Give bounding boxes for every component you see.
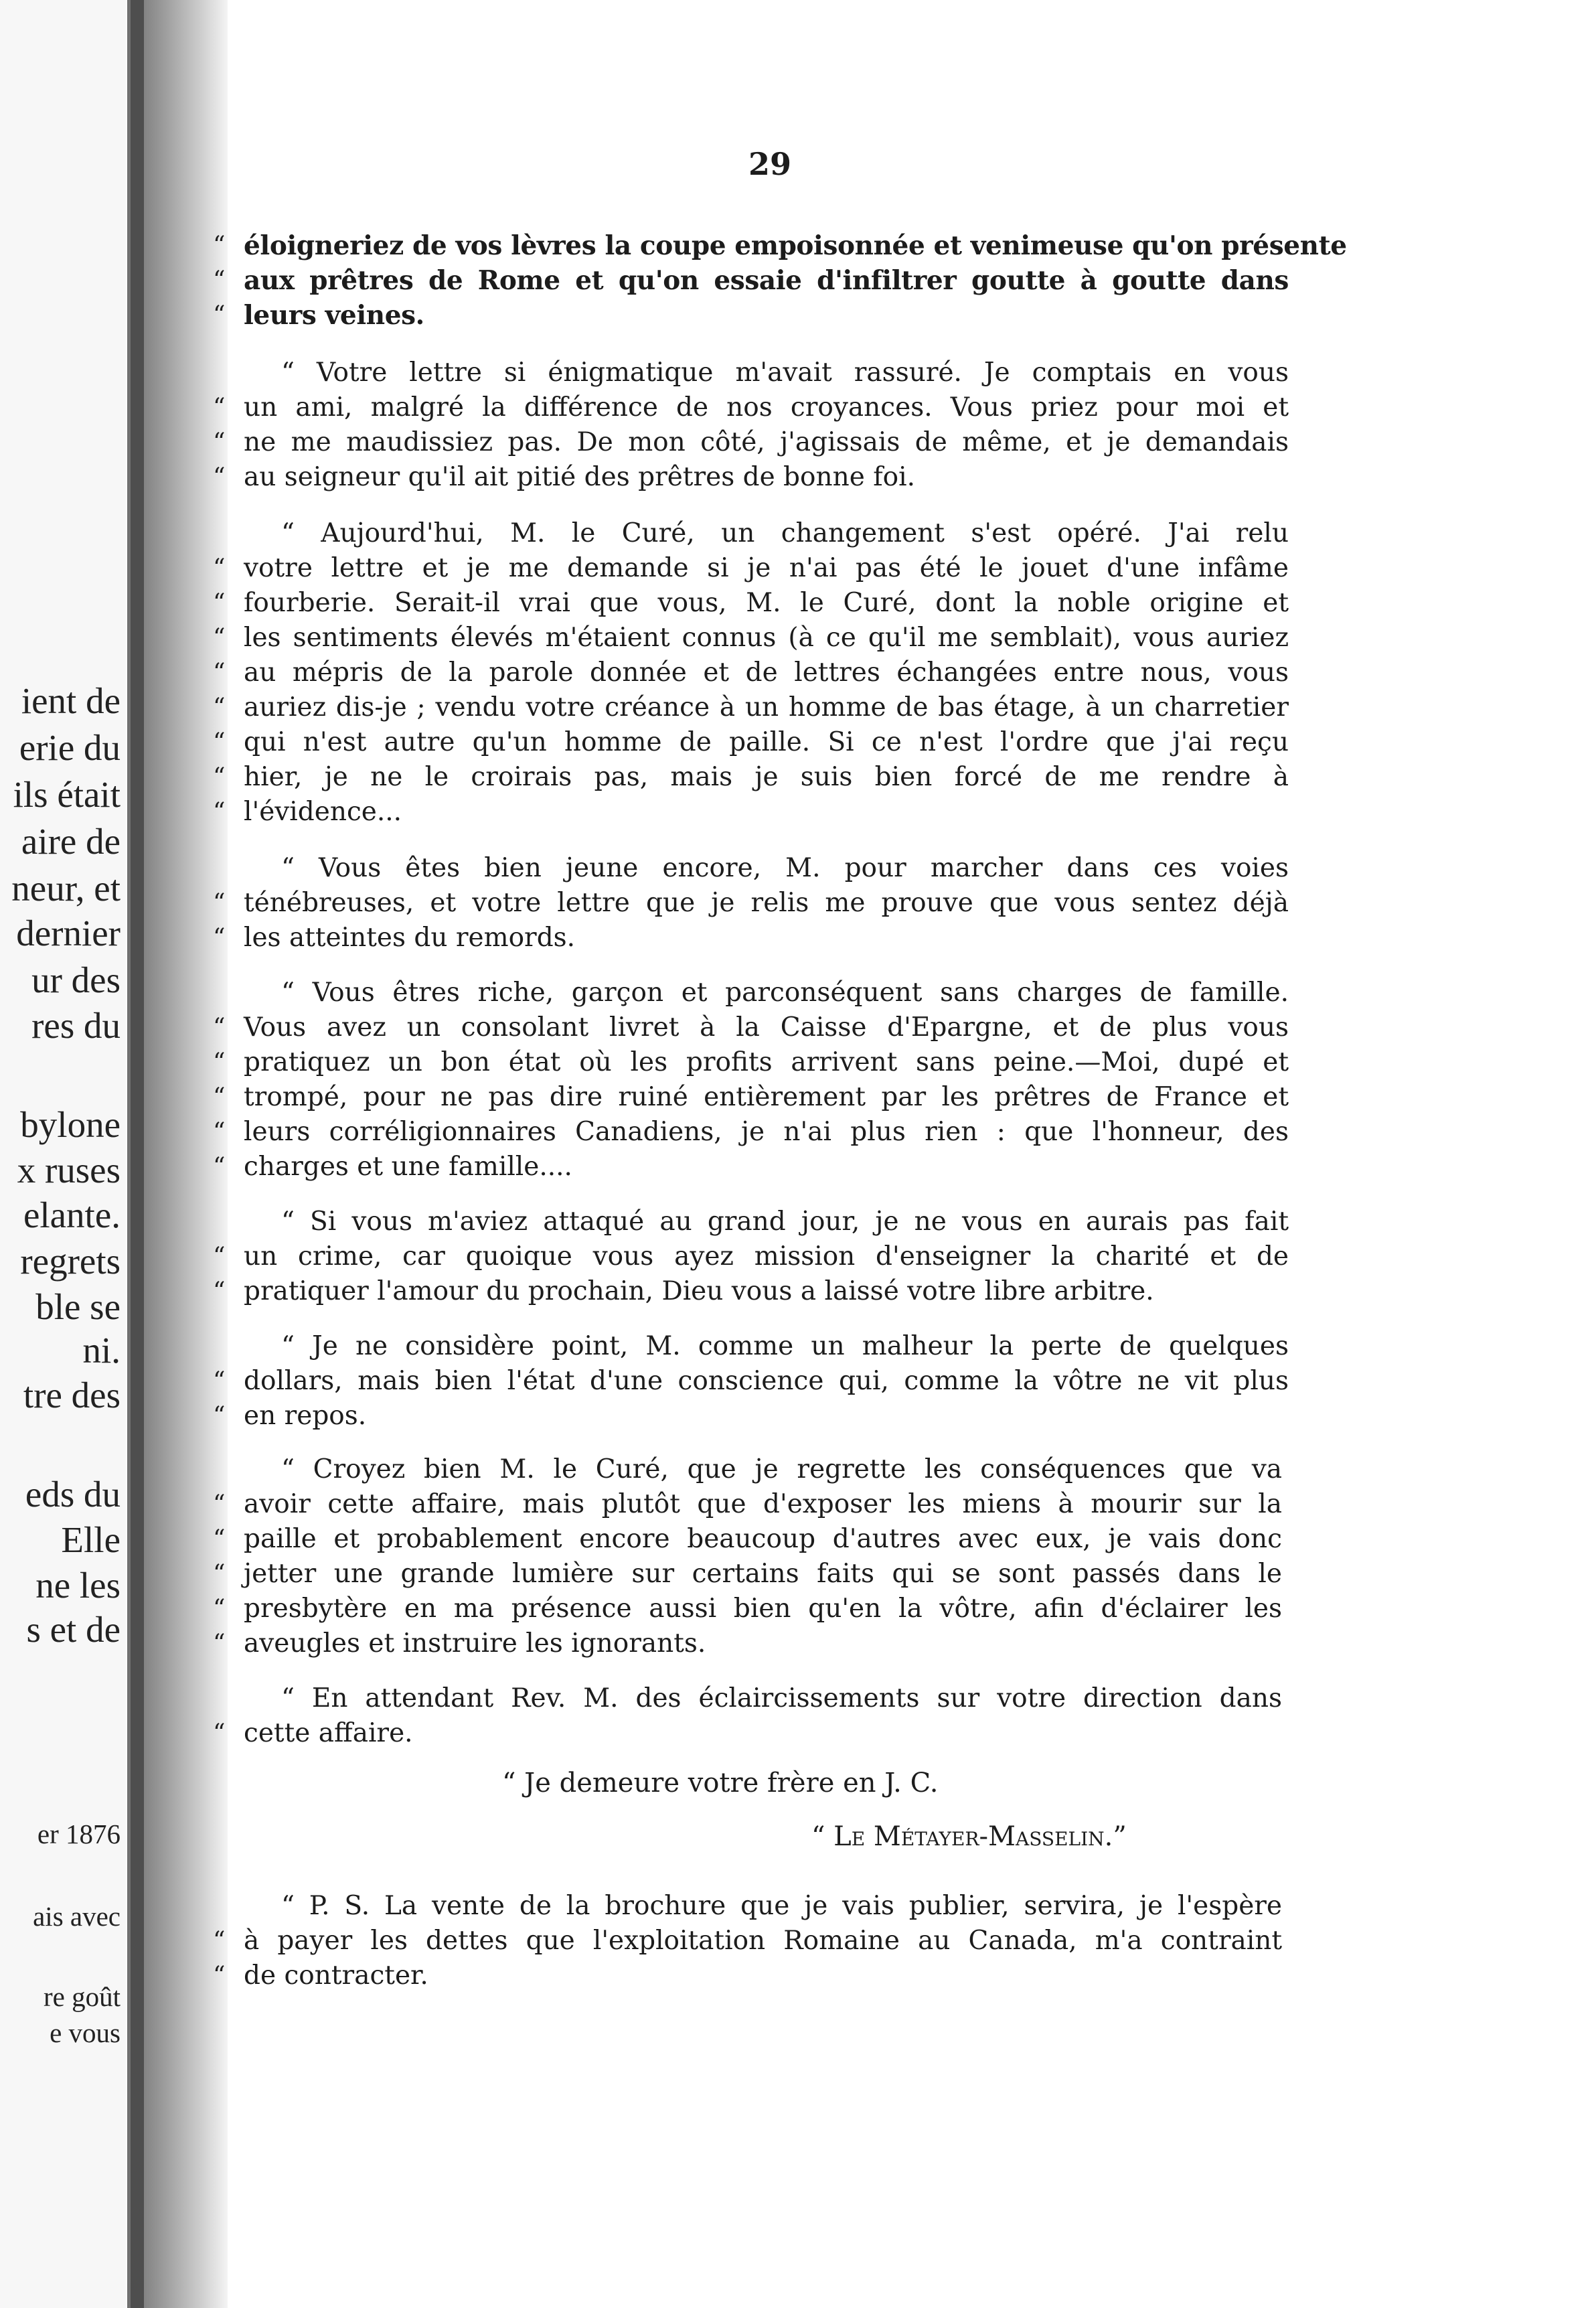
- text-line: [201, 228, 1347, 264]
- text-line: [201, 850, 1289, 887]
- text-line: [201, 1239, 1289, 1275]
- text-line: [201, 1079, 1289, 1115]
- line-text: un crime, car quoique vous ayez mission d'enseigner la charité et de: [244, 1241, 1289, 1272]
- line-text: “ Vous êtres riche, garçon et parconséquent sans charges de famille.: [281, 978, 1289, 1008]
- quote-mark: “: [213, 554, 226, 582]
- quote-mark: “: [213, 1719, 226, 1747]
- facing-page-text: ient de: [21, 680, 121, 721]
- line-text: leurs veines.: [244, 300, 424, 331]
- text-line: [201, 459, 1289, 495]
- quote-mark: “: [213, 429, 226, 456]
- line-text: Vous avez un consolant livret à la Caisse d'Epargne, et de plus vous: [244, 1012, 1289, 1043]
- facing-page-text: ils était: [13, 774, 121, 815]
- line-text: éloigneriez de vos lèvres la coupe empoisonnée et venimeuse qu'on présente: [244, 230, 1347, 261]
- line-text: votre lettre et je me demande si je n'ai pas été le jouet d'une infâme: [244, 553, 1289, 583]
- quote-mark: “: [213, 1049, 226, 1076]
- line-text: paille et probablement encore beaucoup d'autres avec eux, je vais donc: [244, 1524, 1282, 1554]
- facing-page-text: Elle: [61, 1519, 121, 1560]
- line-text: aveugles et instruire les ignorants.: [244, 1628, 706, 1659]
- quote-mark: “: [213, 694, 226, 721]
- facing-page-text: s et de: [26, 1609, 121, 1650]
- text-line: [201, 1958, 1289, 1994]
- line-text: un ami, malgré la différence de nos croyances. Vous priez pour moi et: [244, 392, 1289, 422]
- text-line: [201, 690, 1289, 726]
- quote-mark: “: [213, 1153, 226, 1180]
- quote-mark: “: [213, 463, 226, 491]
- quote-mark: “: [213, 1278, 226, 1305]
- facing-page-text: elante.: [23, 1195, 121, 1235]
- facing-page-text: ur des: [31, 959, 121, 1000]
- text-line: [201, 425, 1289, 461]
- quote-mark: “: [213, 1014, 226, 1041]
- text-line: [201, 920, 1289, 956]
- text-line: [201, 262, 1289, 299]
- text-line: [201, 885, 1289, 921]
- line-text: “ Vous êtes bien jeune encore, M. pour marcher dans ces voies: [281, 853, 1289, 883]
- text-line: [201, 297, 1289, 333]
- line-text: pratiquer l'amour du prochain, Dieu vous a laissé votre libre arbitre.: [244, 1276, 1154, 1306]
- text-line: [201, 550, 1289, 587]
- text-line: [201, 975, 1289, 1011]
- quote-mark: “: [213, 889, 226, 917]
- line-text: “ P. S. La vente de la brochure que je vais publier, servira, je l'espère: [281, 1891, 1282, 1921]
- facing-page-text: regrets: [20, 1241, 121, 1282]
- quote-mark: “: [213, 1927, 226, 1954]
- quote-mark: “: [213, 924, 226, 951]
- text-line: [201, 1591, 1282, 1627]
- text-line: [201, 1045, 1289, 1081]
- text-line: [201, 1521, 1282, 1557]
- facing-page-text: res du: [31, 1005, 121, 1046]
- facing-page-text: ni.: [82, 1330, 121, 1371]
- line-text: au mépris de la parole donnée et de lettres échangées entre nous, vous: [244, 658, 1289, 688]
- facing-page-text: tre des: [23, 1375, 121, 1415]
- text-line: [201, 1715, 1289, 1752]
- text-line: [201, 1274, 1289, 1310]
- quote-mark: “: [213, 1560, 226, 1588]
- text-line: [201, 1452, 1282, 1488]
- text-line: [201, 1010, 1289, 1046]
- quote-mark: “: [213, 301, 226, 329]
- text-line: [201, 1204, 1289, 1240]
- line-text: l'évidence...: [244, 797, 402, 827]
- line-text: aux prêtres de Rome et qu'on essaie d'infiltrer goutte à goutte dans: [244, 265, 1289, 296]
- facing-page-text: er 1876: [37, 1819, 121, 1849]
- text-line: [201, 355, 1289, 391]
- text-line: [201, 759, 1289, 795]
- quote-mark: “: [213, 232, 226, 259]
- text-line: [201, 655, 1289, 691]
- facing-page-text: aire de: [21, 821, 121, 862]
- line-text: de contracter.: [244, 1960, 428, 1991]
- quote-mark: “: [213, 589, 226, 617]
- line-text: les atteintes du remords.: [244, 923, 576, 953]
- quote-mark: “: [213, 394, 226, 421]
- quote-mark: “: [213, 659, 226, 686]
- closing-line: “ Je demeure votre frère en J. C.: [502, 1768, 939, 1798]
- text-line: [201, 1888, 1282, 1924]
- line-text: charges et une famille....: [244, 1152, 572, 1182]
- line-text: “ Croyez bien M. le Curé, que je regrette les conséquences que va: [281, 1454, 1282, 1484]
- line-text: auriez dis-je ; vendu votre créance à un homme de bas étage, à un charretier: [244, 692, 1289, 722]
- page: [201, 0, 1540, 2308]
- quote-mark: “: [213, 798, 226, 826]
- quote-mark: “: [213, 728, 226, 756]
- quote-mark: “: [213, 1630, 226, 1657]
- text-line: [201, 1486, 1282, 1523]
- line-text: qui n'est autre qu'un homme de paille. Si ce n'est l'ordre que j'ai reçu: [244, 727, 1289, 757]
- line-text: dollars, mais bien l'état d'une conscience qui, comme la vôtre ne vit plus: [244, 1366, 1289, 1396]
- line-text: à payer les dettes que l'exploitation Romaine au Canada, m'a contraint: [244, 1926, 1282, 1956]
- quote-mark: “: [213, 1525, 226, 1553]
- quote-mark: “: [213, 266, 226, 294]
- facing-page-text: bylone: [20, 1104, 121, 1145]
- quote-mark: “: [213, 1367, 226, 1395]
- line-text: “ En attendant Rev. M. des éclaircissements sur votre direction dans: [281, 1683, 1282, 1713]
- quote-mark: “: [213, 1490, 226, 1518]
- facing-page-text: re goût: [44, 1981, 121, 2012]
- facing-page-text: ble se: [35, 1286, 121, 1327]
- line-text: presbytère en ma présence aussi bien qu'en la vôtre, afin d'éclairer les: [244, 1594, 1282, 1624]
- facing-page-text: ais avec: [33, 1901, 121, 1932]
- quote-mark: “: [213, 1962, 226, 1989]
- quote-mark: “: [213, 1595, 226, 1622]
- facing-page-text: neur, et: [11, 868, 121, 909]
- line-text: ténébreuses, et votre lettre que je relis me prouve que vous sentez déjà: [244, 888, 1289, 918]
- text-line: [201, 1923, 1282, 1959]
- line-text: en repos.: [244, 1401, 367, 1431]
- facing-page-text: dernier: [16, 913, 121, 953]
- text-line: [201, 390, 1289, 426]
- text-line: [201, 1681, 1282, 1717]
- facing-page-text: x ruses: [17, 1150, 121, 1190]
- line-text: cette affaire.: [244, 1718, 413, 1748]
- line-text: avoir cette affaire, mais plutôt que d'exposer les miens à mourir sur la: [244, 1489, 1282, 1519]
- signature: “ Le Métayer-Masselin.”: [811, 1821, 1127, 1852]
- quote-mark: “: [213, 1243, 226, 1270]
- binding-edge: [131, 0, 144, 2308]
- quote-mark: “: [213, 624, 226, 651]
- line-text: ne me maudissiez pas. De mon côté, j'agissais de même, et je demandais: [244, 427, 1289, 457]
- line-text: les sentiments élevés m'étaient connus (à ce qu'il me semblait), vous auriez: [244, 623, 1289, 653]
- line-text: leurs corréligionnaires Canadiens, je n'ai plus rien : que l'honneur, des: [244, 1117, 1289, 1147]
- facing-page-text: e vous: [50, 2017, 121, 2048]
- line-text: “ Si vous m'aviez attaqué au grand jour, je ne vous en aurais pas fait: [281, 1207, 1289, 1237]
- page-number: 29: [748, 146, 792, 182]
- line-text: au seigneur qu'il ait pitié des prêtres de bonne foi.: [244, 462, 915, 492]
- text-line: [201, 1626, 1289, 1662]
- line-text: pratiquez un bon état où les profits arrivent sans peine.—Moi, dupé et: [244, 1047, 1289, 1077]
- line-text: fourberie. Serait-il vrai que vous, M. le Curé, dont la noble origine et: [244, 588, 1289, 618]
- text-line: [201, 516, 1289, 552]
- text-line: [201, 1556, 1282, 1592]
- quote-mark: “: [213, 1118, 226, 1146]
- text-line: [201, 724, 1289, 761]
- text-line: [201, 1149, 1289, 1185]
- text-line: [201, 794, 1289, 830]
- line-text: jetter une grande lumière sur certains faits qui se sont passés dans le: [244, 1559, 1282, 1589]
- line-text: “ Votre lettre si énigmatique m'avait rassuré. Je comptais en vous: [281, 358, 1289, 388]
- line-text: hier, je ne le croirais pas, mais je suis bien forcé de me rendre à: [244, 762, 1289, 792]
- facing-page-fragment: [0, 0, 126, 2308]
- line-text: “ Je ne considère point, M. comme un malheur la perte de quelques: [281, 1331, 1289, 1361]
- text-line: [201, 1328, 1289, 1365]
- facing-page-text: erie du: [19, 727, 121, 768]
- facing-page-text: eds du: [25, 1474, 121, 1515]
- text-line: [201, 1363, 1289, 1399]
- quote-mark: “: [213, 763, 226, 791]
- line-text: trompé, pour ne pas dire ruiné entièrement par les prêtres de France et: [244, 1082, 1289, 1112]
- text-line: [201, 1114, 1289, 1150]
- line-text: “ Aujourd'hui, M. le Curé, un changement s'est opéré. J'ai relu: [281, 518, 1289, 548]
- facing-page-text: ne les: [35, 1565, 121, 1606]
- text-line: [201, 1398, 1289, 1434]
- quote-mark: “: [213, 1402, 226, 1430]
- text-line: [201, 585, 1289, 621]
- text-line: [201, 620, 1289, 656]
- quote-mark: “: [213, 1083, 226, 1111]
